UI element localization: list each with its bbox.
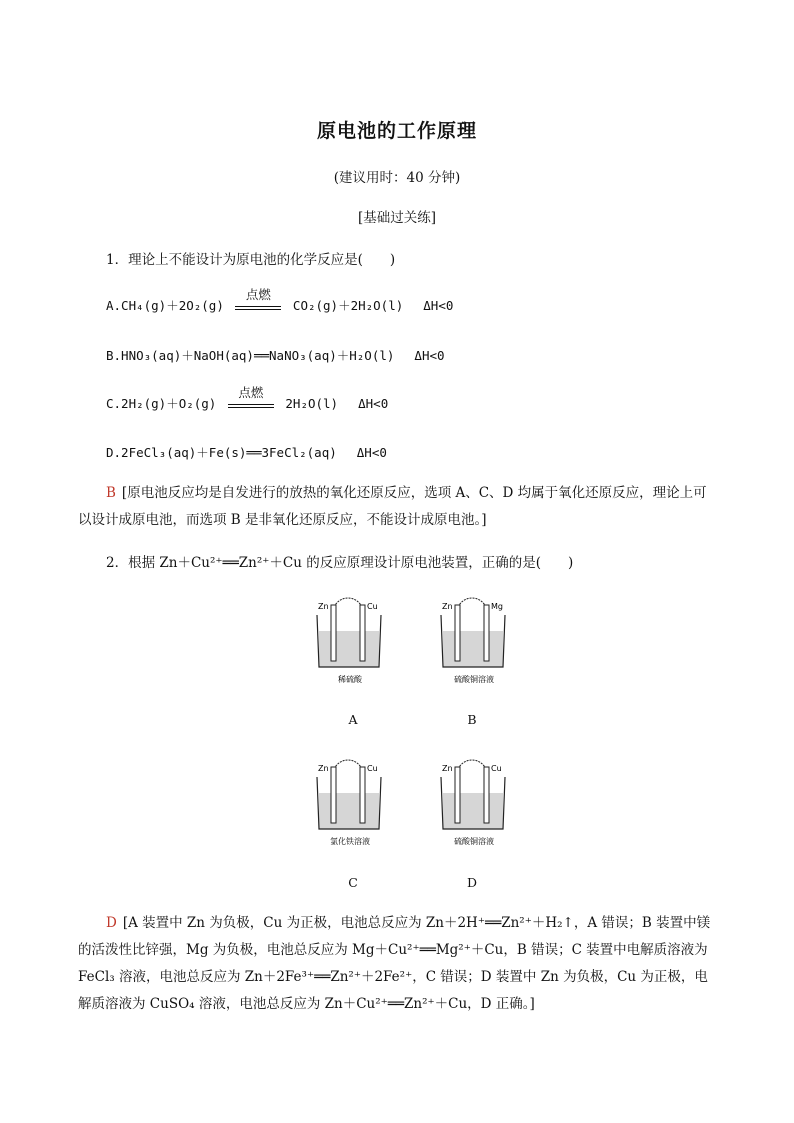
solution-label: 氯化铁溶液 (330, 837, 370, 846)
q1-option-a-left: A.CH₄(g)＋2O₂(g) (106, 298, 224, 313)
q1-option-c (106, 385, 389, 412)
q1-option-b: B.HNO₃(aq)＋NaOH(aq)══NaNO₃(aq)＋H₂O(l) ΔH<0 (106, 348, 445, 363)
q1-answer-letter: B (106, 485, 116, 501)
electrode-label-left: Zn (442, 602, 453, 611)
q1-answer-explanation: [原电池反应均是自发进行的放热的氧化还原反应，选项 A、C、D 均属于氧化还原反应，理论上可以设计成原电池，而选项 B 是非氧化还原反应，不能设计成原电池。] (78, 485, 707, 528)
electrode-label-right: Mg (491, 602, 503, 611)
suggested-time: (建议用时：40 分钟) (333, 170, 461, 186)
q1-option-c-right: 2H₂O(l) ΔH<0 (285, 396, 389, 411)
q1-option-d: D.2FeCl₃(aq)＋Fe(s)══3FeCl₂(aq) ΔH<0 (106, 445, 387, 460)
reaction-condition (235, 287, 281, 310)
solution-label: 硫酸铜溶液 (454, 837, 494, 846)
q2-answer (78, 910, 718, 1018)
electrode-label-right: Cu (367, 764, 378, 773)
figure-c-apparatus (310, 757, 390, 852)
double-arrow-line (228, 404, 274, 408)
q2-answer-letter: D (106, 915, 117, 931)
electrode-label-right: Cu (367, 602, 378, 611)
figure-c-label: C (348, 875, 358, 890)
figure-d-apparatus (434, 757, 514, 852)
section-heading: [基础过关练] (357, 210, 437, 226)
q2-answer-explanation: [A 装置中 Zn 为负极，Cu 为正极，电池总反应为 Zn＋2H⁺══Zn²⁺＋H₂↑，A 错误；B 装置中镁的活泼性比锌强，Mg 为负极，电池总反应为 Mg＋Cu²⁺══Mg²⁺＋Cu，B 错误；C 装置中电解质溶液为 FeCl₃ 溶液，电池总反应为 Zn＋2Fe³⁺══Zn²⁺＋2Fe²⁺，C 错误；D 装置中 Zn 为负极，Cu 为正极，电解质溶液为 CuSO₄ 溶液，电池总反应为 Zn＋Cu²⁺══Zn²⁺＋Cu，D 正确。] (78, 915, 711, 1012)
solution-label: 硫酸铜溶液 (454, 675, 494, 684)
q1-answer (78, 480, 718, 534)
figure-b-apparatus (434, 595, 514, 690)
figure-a-label: A (348, 712, 358, 727)
solution-label: 稀硫酸 (338, 675, 362, 684)
q1-option-a (106, 287, 454, 314)
electrode-label-left: Zn (318, 602, 329, 611)
q1-option-c-left: C.2H₂(g)＋O₂(g) (106, 396, 217, 411)
figure-b-label: B (467, 712, 477, 727)
electrode-label-right: Cu (491, 764, 502, 773)
double-arrow-line (235, 306, 281, 310)
q1-stem: 1．理论上不能设计为原电池的化学反应是( ) (106, 252, 396, 268)
condition-label: 点燃 (238, 385, 264, 400)
figure-d-label: D (466, 875, 478, 890)
page-title: 原电池的工作原理 (316, 120, 477, 142)
condition-label: 点燃 (245, 287, 271, 302)
electrode-label-left: Zn (318, 764, 329, 773)
reaction-condition (228, 385, 274, 408)
figure-a-apparatus (310, 595, 390, 690)
q2-stem: 2．根据 Zn＋Cu²⁺══Zn²⁺＋Cu 的反应原理设计原电池装置，正确的是( ) (106, 555, 574, 571)
q1-option-a-right: CO₂(g)＋2H₂O(l) ΔH<0 (292, 298, 454, 313)
electrode-label-left: Zn (442, 764, 453, 773)
